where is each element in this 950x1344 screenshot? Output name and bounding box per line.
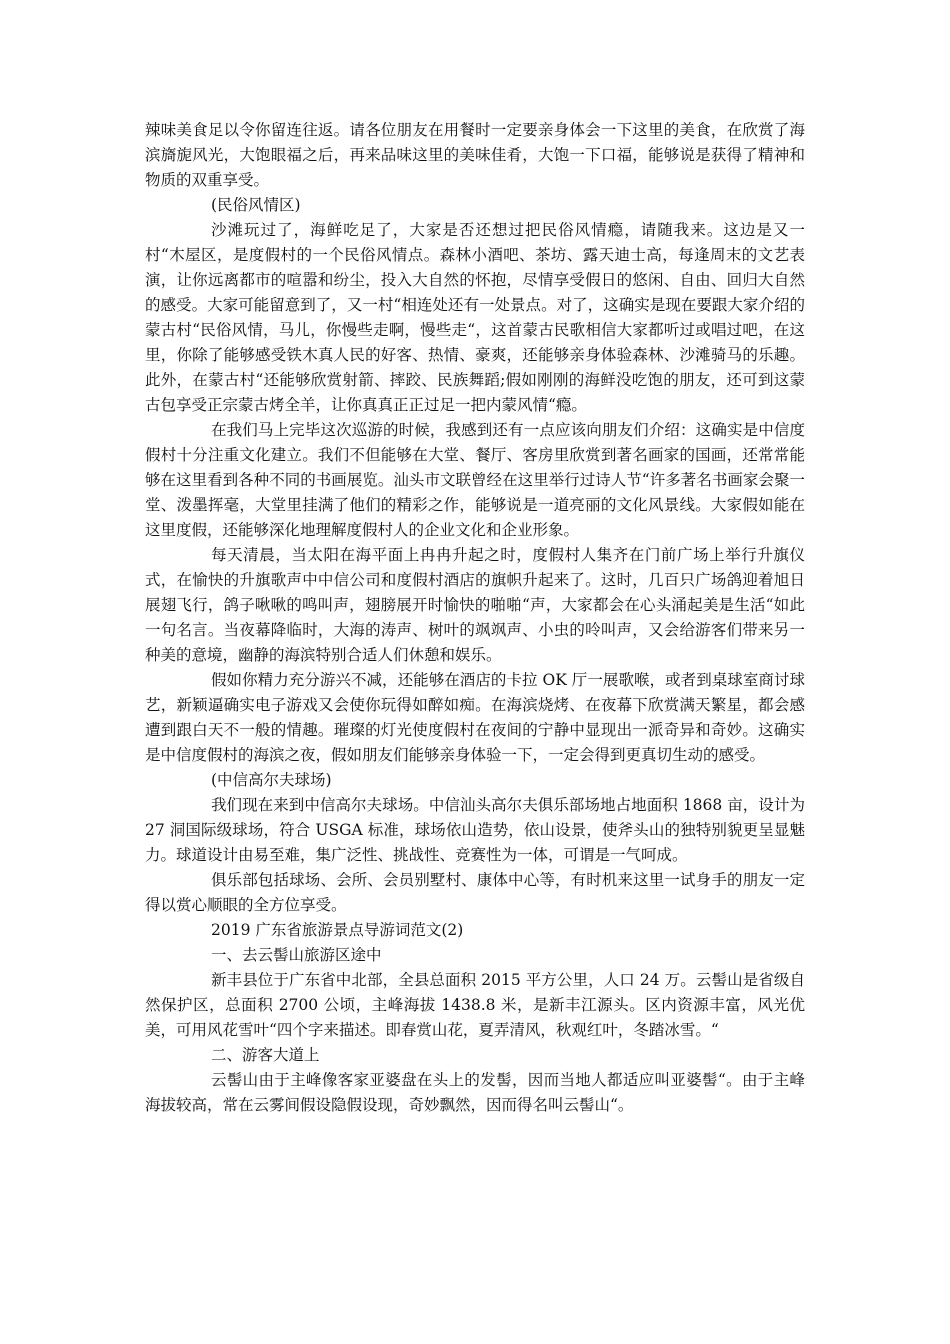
paragraph-12: 新丰县位于广东省中北部，全县总面积 2015 平方公里，人口 24 万。云髻山是省级自然保护区，总面积 2700 公顷，主峰海拔 1438.8 米，是新丰江源头。区内资源丰富，风光优美，可用风花雪叶“四个字来描述。即春赏山花，夏弄清风，秋观红叶，冬踏冰雪。“ (145, 971, 805, 1039)
section-heading-golf-course: (中信高尔夫球场) (211, 771, 332, 789)
paragraph-8: 我们现在来到中信高尔夫球场。中信汕头高尔夫俱乐部场地占地面积 1868 亩，设计为 27 洞国际级球场，符合 USGA 标准，球场依山造势，依山设景，使斧头山的独特别貌更呈显魅力。球道设计由易至难，集广泛性、挑战性、竞赛性为一体，可谓是一气呵成。 (145, 796, 805, 864)
section-heading-1: 一、去云髻山旅游区途中 (211, 946, 382, 964)
article-title-2: 2019 广东省旅游景点导游词范文(2) (211, 921, 464, 939)
paragraph-4: 在我们马上完毕这次巡游的时候，我感到还有一点应该向朋友们介绍：这确实是中信度假村十分注重文化建立。我们不但能够在大堂、餐厅、客房里欣赏到著名画家的国画，还常常能够在这里看到各种不同的书画展览。汕头市文联曾经在这里举行过诗人节“许多著名书画家会聚一堂、泼墨挥毫，大堂里挂满了他们的精彩之作，能够说是一道亮丽的文化风景线。大家假如能在这里度假，还能够深化地理解度假村人的企业文化和企业形象。 (145, 421, 805, 539)
paragraph-1: 辣味美食足以令你留连往返。请各位朋友在用餐时一定要亲身体会一下这里的美食，在欣赏了海滨旖旎风光，大饱眼福之后，再来品味这里的美味佳肴，大饱一下口福，能够说是获得了精神和物质的双重享受。 (145, 121, 805, 189)
paragraph-9: 俱乐部包括球场、会所、会员别墅村、康体中心等，有时机来这里一试身手的朋友一定得以赏心顺眼的全方位享受。 (145, 871, 805, 914)
paragraph-14: 云髻山由于主峰像客家亚婆盘在头上的发髻，因而当地人都适应叫亚婆髻“。由于主峰海拔较高，常在云雾间假设隐假设现，奇妙飘然，因而得名叫云髻山“。 (145, 1071, 805, 1114)
section-heading-2: 二、游客大道上 (211, 1046, 320, 1064)
paragraph-6: 假如你精力充分游兴不减，还能够在酒店的卡拉 OK 厅一展歌喉，或者到桌球室商讨球艺，新颖逼确实电子游戏又会使你玩得如醉如痴。在海滨烧烤、在夜幕下欣赏满天繁星，都会感遭到跟白天不一般的情趣。璀璨的灯光使度假村在夜间的宁静中显现出一派奇异和奇妙。这确实是中信度假村的海滨之夜，假如朋友们能够亲身体验一下，一定会得到更真切生动的感受。 (145, 671, 805, 764)
document-page (145, 118, 805, 1118)
paragraph-3: 沙滩玩过了，海鲜吃足了，大家是否还想过把民俗风情瘾，请随我来。这边是又一村“木屋区，是度假村的一个民俗风情点。森林小酒吧、茶坊、露天迪士高，每逢周末的文艺表演，让你远离都市的喧嚣和纷尘，投入大自然的怀抱，尽情享受假日的悠闲、自由、回归大自然的感受。大家可能留意到了，又一村“相连处还有一处景点。对了，这确实是现在要跟大家介绍的蒙古村“民俗风情，马儿，你慢些走啊，慢些走“，这首蒙古民歌相信大家都听过或唱过吧，在这里，你除了能够感受铁木真人民的好客、热情、豪爽，还能够亲身体验森林、沙滩骑马的乐趣。此外，在蒙古村“还能够欣赏射箭、摔跤、民族舞蹈;假如刚刚的海鲜没吃饱的朋友，还可到这蒙古包享受正宗蒙古烤全羊，让你真真正正过足一把内蒙风情“瘾。 (145, 221, 805, 414)
section-heading-folk-customs: (民俗风情区) (211, 196, 301, 214)
paragraph-5: 每天清晨，当太阳在海平面上冉冉升起之时，度假村人集齐在门前广场上举行升旗仪式，在愉快的升旗歌声中中信公司和度假村酒店的旗帜升起来了。这时，几百只广场鸽迎着旭日展翅飞行，鸽子啾啾的鸣叫声，翅膀展开时愉快的啪啪“声，大家都会在心头涌起美是生活“如此一句名言。当夜幕降临时，大海的涛声、树叶的飒飒声、小虫的呤叫声，又会给游客们带来另一种美的意境，幽静的海滨特别合适人们休憩和娱乐。 (145, 546, 805, 664)
